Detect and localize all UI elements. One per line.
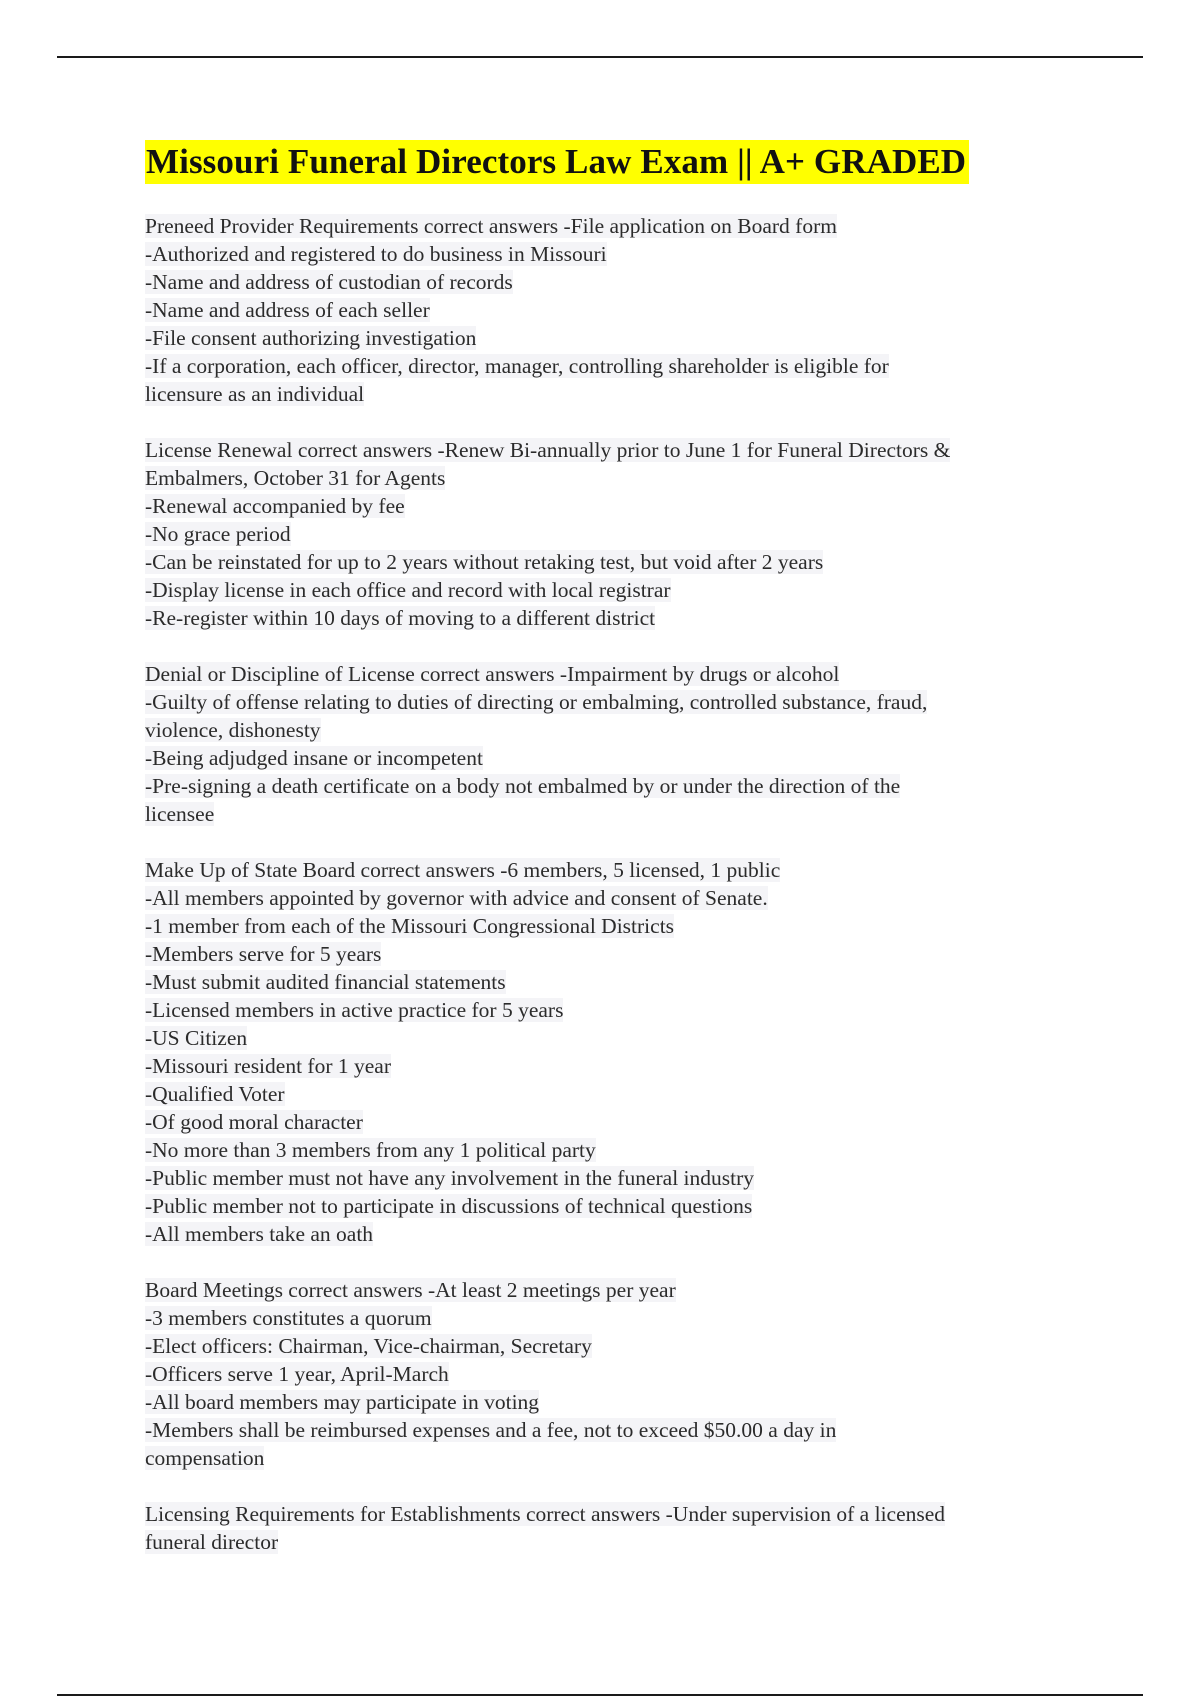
answer-line [145,576,1075,604]
answer-line [145,548,1075,576]
answer-line [145,716,1075,744]
line-text: Licensing Requirements for Establishments correct answers -Under supervision of a licensed [145,1502,946,1526]
document-body [145,140,1075,1584]
line-text: Embalmers, October 31 for Agents [145,466,446,490]
line-text: -Must submit audited financial statements [145,970,506,994]
answer-line [145,996,1075,1024]
qa-section [145,1276,1075,1472]
qa-section [145,436,1075,632]
answer-line [145,1220,1075,1248]
answer-line [145,1164,1075,1192]
answer-line [145,884,1075,912]
line-text: funeral director [145,1530,279,1554]
line-text: -No more than 3 members from any 1 political party [145,1138,596,1162]
question-line [145,436,1075,464]
line-text: Denial or Discipline of License correct answers -Impairment by drugs or alcohol [145,662,840,686]
line-text: -Renewal accompanied by fee [145,494,405,518]
line-text: violence, dishonesty [145,718,321,742]
answer-line [145,380,1075,408]
answer-line [145,296,1075,324]
line-text: -Of good moral character [145,1110,363,1134]
line-text: -3 members constitutes a quorum [145,1306,432,1330]
line-text: -All board members may participate in voting [145,1390,540,1414]
line-text: -If a corporation, each officer, director, manager, controlling shareholder is eligible for [145,354,889,378]
document-title: Missouri Funeral Directors Law Exam || A+ GRADED [145,140,969,184]
answer-line [145,520,1075,548]
answer-line [145,604,1075,632]
answer-line [145,1416,1075,1444]
answer-line [145,1108,1075,1136]
line-text: -Public member not to participate in discussions of technical questions [145,1194,753,1218]
header-rule [57,56,1143,58]
line-text: licensee [145,802,215,826]
line-text: licensure as an individual [145,382,365,406]
answer-line [145,324,1075,352]
answer-line [145,1024,1075,1052]
answer-line [145,268,1075,296]
line-text: -Members shall be reimbursed expenses and a fee, not to exceed $50.00 a day in [145,1418,837,1442]
answer-line [145,1444,1075,1472]
answer-line [145,1360,1075,1388]
answer-line [145,464,1075,492]
document-sections [145,212,1075,1556]
answer-line [145,492,1075,520]
line-text: -Name and address of each seller [145,298,430,322]
answer-line [145,688,1075,716]
answer-line [145,1332,1075,1360]
answer-line [145,1136,1075,1164]
answer-line [145,1052,1075,1080]
line-text: -Re-register within 10 days of moving to a different district [145,606,656,630]
question-line [145,1500,1075,1528]
answer-line [145,1192,1075,1220]
qa-section [145,856,1075,1248]
answer-line [145,800,1075,828]
answer-line [145,352,1075,380]
answer-line [145,912,1075,940]
qa-section [145,212,1075,408]
line-text: Preneed Provider Requirements correct answers -File application on Board form [145,214,837,238]
question-line [145,660,1075,688]
line-text: -Officers serve 1 year, April-March [145,1362,449,1386]
line-text: Make Up of State Board correct answers -6 members, 5 licensed, 1 public [145,858,781,882]
line-text: -Being adjudged insane or incompetent [145,746,483,770]
answer-line [145,940,1075,968]
line-text: License Renewal correct answers -Renew Bi-annually prior to June 1 for Funeral Directors & [145,438,951,462]
line-text: -All members take an oath [145,1222,374,1246]
answer-line [145,1080,1075,1108]
line-text: -File consent authorizing investigation [145,326,477,350]
line-text: -Guilty of offense relating to duties of directing or embalming, controlled substance, fraud, [145,690,928,714]
line-text: -Missouri resident for 1 year [145,1054,391,1078]
qa-section [145,660,1075,828]
line-text: -Display license in each office and record with local registrar [145,578,671,602]
question-line [145,212,1075,240]
answer-line [145,968,1075,996]
answer-line [145,1304,1075,1332]
line-text: compensation [145,1446,265,1470]
line-text: -Authorized and registered to do business in Missouri [145,242,607,266]
line-text: -US Citizen [145,1026,248,1050]
line-text: -Elect officers: Chairman, Vice-chairman, Secretary [145,1334,592,1358]
line-text: -Members serve for 5 years [145,942,382,966]
line-text: -No grace period [145,522,291,546]
line-text: -Name and address of custodian of records [145,270,513,294]
line-text: -Qualified Voter [145,1082,285,1106]
line-text: -1 member from each of the Missouri Congressional Districts [145,914,675,938]
qa-section [145,1500,1075,1556]
question-line [145,1276,1075,1304]
question-line [145,856,1075,884]
answer-line [145,1388,1075,1416]
line-text: -Public member must not have any involvement in the funeral industry [145,1166,755,1190]
line-text: Board Meetings correct answers -At least 2 meetings per year [145,1278,676,1302]
answer-line [145,240,1075,268]
answer-line [145,744,1075,772]
answer-line [145,772,1075,800]
line-text: -Can be reinstated for up to 2 years without retaking test, but void after 2 years [145,550,824,574]
line-text: -Licensed members in active practice for 5 years [145,998,564,1022]
line-text: -Pre-signing a death certificate on a body not embalmed by or under the direction of the [145,774,901,798]
answer-line [145,1528,1075,1556]
footer-rule [57,1694,1143,1696]
line-text: -All members appointed by governor with advice and consent of Senate. [145,886,768,910]
